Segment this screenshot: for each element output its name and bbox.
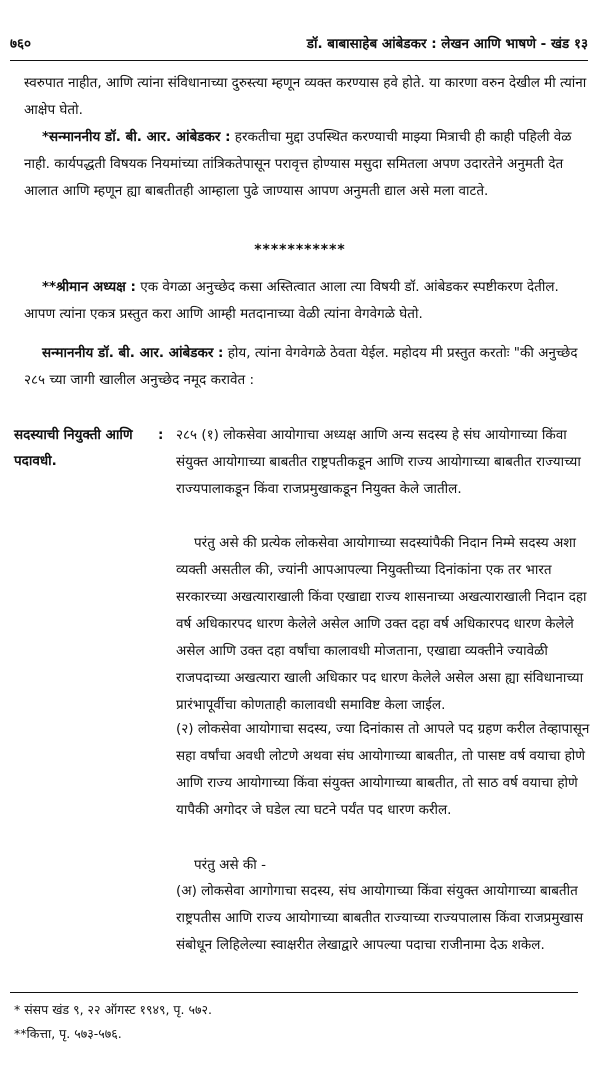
article-proviso-2: परंतु असे की -	[194, 857, 266, 873]
header-rule	[10, 60, 588, 61]
section-separator: ***********	[254, 242, 346, 258]
article-proviso-1: परंतु असे की प्रत्येक लोकसेवा आयोगाच्या सदस्यांपैकी निदान निम्मे सदस्य अशा व्यक्ती असतील की, ज्यांनी आपआपल्या नियुक्तीच्या दिनांकांना एक तर भारत सरकारच्या अखत्याराखाली किंवा एखाद्या राज्य शासनाच्या अखत्याराखाली निदान दहा वर्ष अधिकारपद धारण केलेले असेल आणि उक्त दहा वर्ष अधिकारपद धारण केलेले असेल आणि उक्त दहा वर्षांचा कालावधी मोजताना, एखाद्या व्यक्तीने ज्यावेळी राजपदाच्या अखत्यारा खाली अधिकार पद धारण केलेले असेल असा ह्या संविधानाच्या प्रारंभापूर्वीचा कोणताही कालावधी समाविष्ट केला जाईल.	[176, 535, 587, 713]
paragraph-ambedkar-motion	[24, 340, 594, 394]
speaker-ambedkar: सन्माननीय डॉ. बी. आर. आंबेडकर :	[42, 345, 224, 361]
marginal-colon: :	[158, 427, 164, 443]
paragraph-ambedkar-reply	[24, 124, 594, 205]
footnote-rule	[10, 992, 578, 993]
footnote-1: * संसप खंड ९, २२ ऑगस्ट १९४९, पृ. ५७२.	[14, 1002, 212, 1017]
article-sub-clause-a: (अ) लोकसेवा आगोगाचा सदस्य, संघ आयोगाच्या किंवा संयुक्त आयोगाच्या बाबतीत राष्ट्रपतीस आणि राज्य आयोगाच्या बाबतीत राज्याच्या राज्यपालास किंवा राजप्रमुखास संबोधून लिहिलेल्या स्वाक्षरीत लेखाद्वारे आपल्या पदाचा राजीनामा देऊ शकेल.	[176, 883, 584, 953]
running-title: डॉ. बाबासाहेब आंबेडकर : लेखन आणि भाषणे - खंड १३	[306, 36, 588, 52]
article-clause-2: (२) लोकसेवा आयोगाचा सदस्य, ज्या दिनांकास तो आपले पद ग्रहण करील तेव्हापासून सहा वर्षांचा अवधी लोटणे अथवा संघ आयोगाच्या बाबतीत, तो पासष्ट वर्ष वयाचा होणे आणि राज्य आयोगाच्या किंवा संयुक्त आयोगाच्या बाबतीत, तो साठ वर्ष वयाचा होणे यापैकी अगोदर जे घडेल त्या घटने पर्यंत पद धारण करील.	[176, 721, 590, 818]
speaker-president: **श्रीमान अध्यक्ष :	[42, 279, 136, 295]
paragraph-continuation	[24, 70, 594, 124]
speech-text: हरकतीचा मुद्दा उपस्थित करण्याची माझ्या मित्राची ही काही पहिली वेळ नाही. कार्यपद्धती विषयक नियमांच्या तांत्रिकतेपासून परावृत्त होण्यास मसुदा समितला अपण उदारतेने अनुमती देत आलात आणि म्हणून ह्या बाबतीतही आम्हाला पुढे जाण्यास आपण अनुमती द्याल असे मला वाटते.	[24, 129, 572, 199]
article-clause-1: २८५ (१) लोकसेवा आयोगाचा अध्यक्ष आणि अन्य सदस्य हे संघ आयोगाच्या किंवा संयुक्त आयोगाच्या बाबतीत राष्ट्रपतीकडून आणि राज्य आयोगाच्या बाबतीत राज्याच्या राज्यपालाकडून किंवा राजप्रमुखाकडून नियुक्त केले जातील.	[176, 427, 581, 497]
paragraph-president	[24, 274, 594, 328]
page-number: ७६०	[10, 36, 32, 52]
speech-text: एक वेगळा अनुच्छेद कसा अस्तित्वात आला त्या विषयी डॉ. आंबेडकर स्पष्टीकरण देतील. आपण त्यांना एकत्र प्रस्तुत करा आणि आम्ही मतदानाच्या वेळी त्यांना वेगवेगळे घेतो.	[24, 279, 559, 322]
continuation-text: स्वरुपात नाहीत, आणि त्यांना संविधानाच्या दुरुस्त्या म्हणून व्यक्त करण्यास हवे होते. या कारणा वरुन देखील मी त्यांना आक्षेप घेतो.	[24, 75, 587, 118]
speech-text: होय, त्यांना वेगवेगळे ठेवता येईल. महोदय मी प्रस्तुत करतोः "की अनुच्छेद २८५ च्या जागी खालील अनुच्छेद नमूद करावेत :	[24, 345, 578, 388]
speaker-ambedkar: *सन्माननीय डॉ. बी. आर. आंबेडकर :	[42, 129, 231, 145]
marginal-note: सदस्याची नियुक्ती आणि पदावधी.	[14, 427, 133, 469]
page-header	[10, 30, 588, 56]
footnote-2: **कित्ता, पृ. ५७३-५७६.	[14, 1026, 122, 1041]
